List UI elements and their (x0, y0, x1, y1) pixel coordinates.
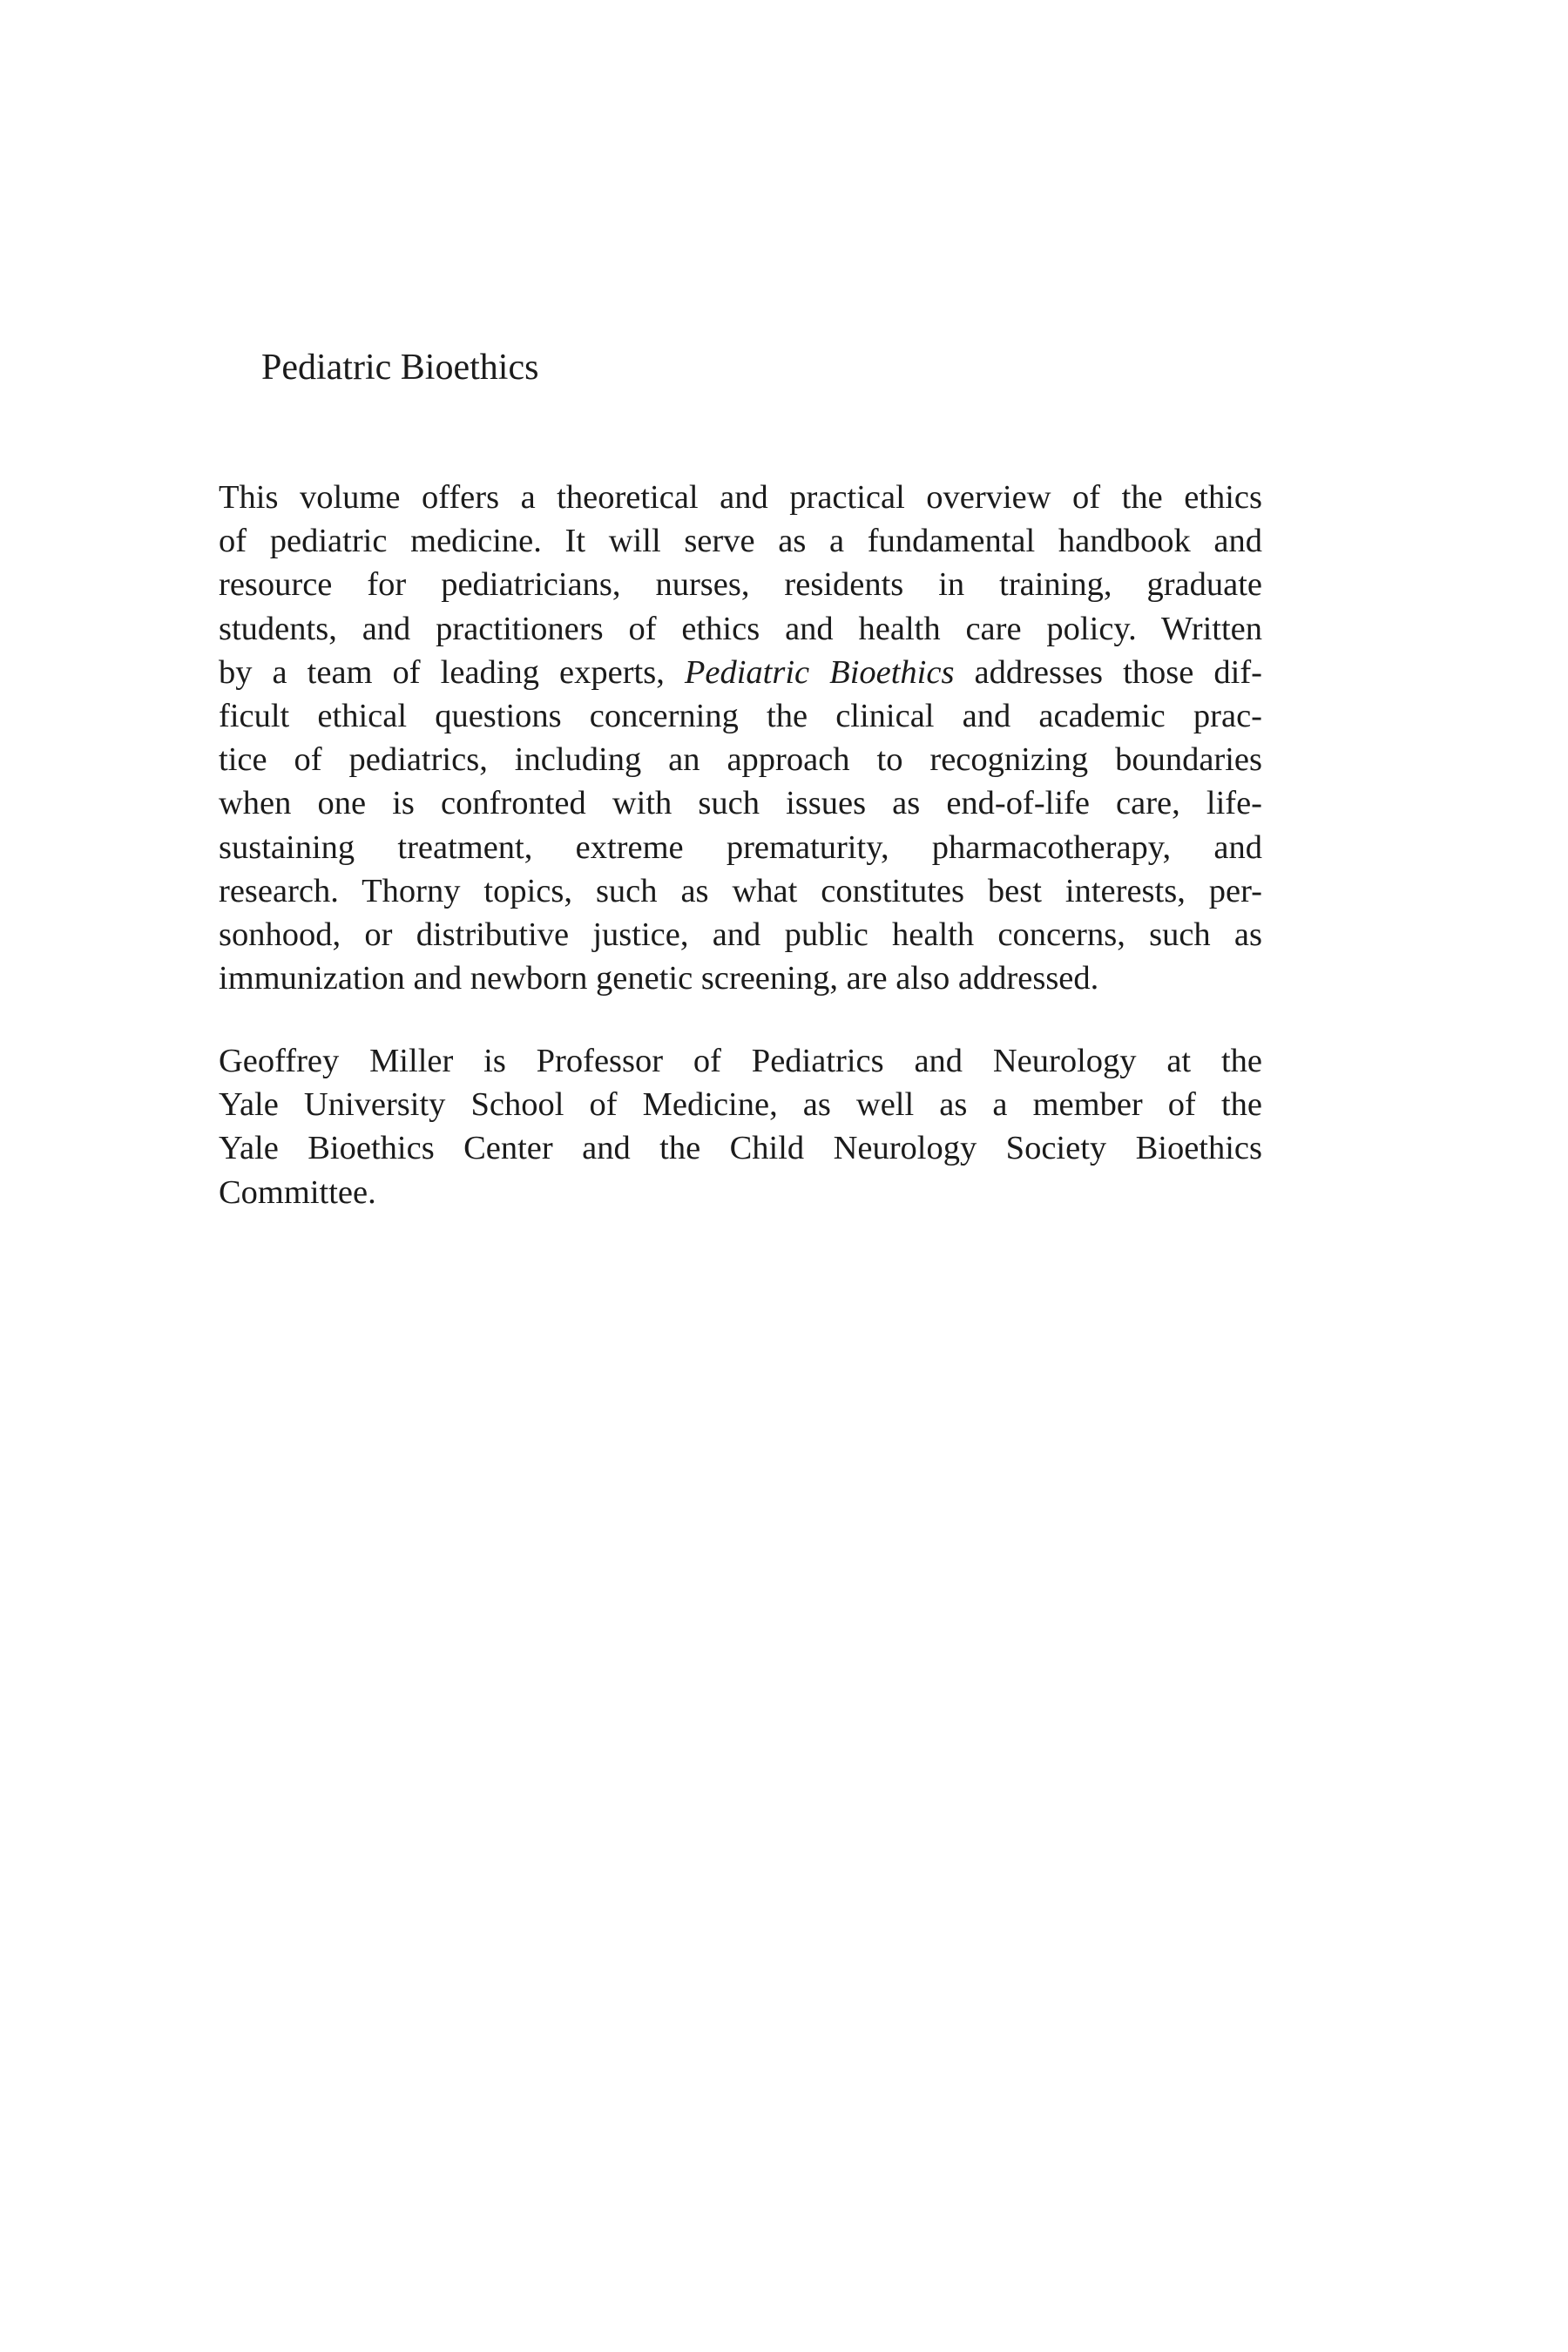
book-title-italic: Pediatric Bioethics (684, 653, 955, 691)
description-line: ficult ethical questions concerning the clinical and academic prac- (219, 698, 1262, 735)
description-line: tice of pediatrics, including an approach to recognizing boundaries (219, 741, 1262, 779)
description-line: resource for pediatricians, nurses, residents in training, graduate (219, 566, 1262, 604)
description-text: by a team of leading experts, (219, 653, 665, 691)
description-line: students, and practitioners of ethics and health care policy. Written (219, 610, 1262, 647)
description-line: of pediatric medicine. It will serve as a fundamental handbook and (219, 523, 1262, 560)
author-bio-line: Committee. (219, 1173, 376, 1211)
description-line: sustaining treatment, extreme prematurity, pharmacotherapy, and (219, 828, 1262, 866)
page-title: Pediatric Bioethics (261, 348, 539, 388)
author-bio-line: Geoffrey Miller is Professor of Pediatrics and Neurology at the (219, 1043, 1262, 1079)
author-bio-line: Yale Bioethics Center and the Child Neurology Society Bioethics (219, 1130, 1262, 1167)
description-text: addresses those dif- (974, 653, 1262, 691)
author-bio (219, 1039, 1262, 1214)
description-line: This volume offers a theoretical and practical overview of the ethics (219, 479, 1262, 516)
description-line: research. Thorny topics, such as what constitutes best interests, per- (219, 872, 1262, 909)
description-line: when one is confronted with such issues as end-of-life care, life- (219, 785, 1262, 822)
book-description (219, 476, 1262, 1000)
description-line: sonhood, or distributive justice, and public health concerns, such as (219, 916, 1262, 954)
description-line: immunization and newborn genetic screening, are also addressed. (219, 960, 1099, 997)
author-bio-line: Yale University School of Medicine, as well as a member of the (219, 1086, 1262, 1124)
description-line (219, 651, 1262, 694)
